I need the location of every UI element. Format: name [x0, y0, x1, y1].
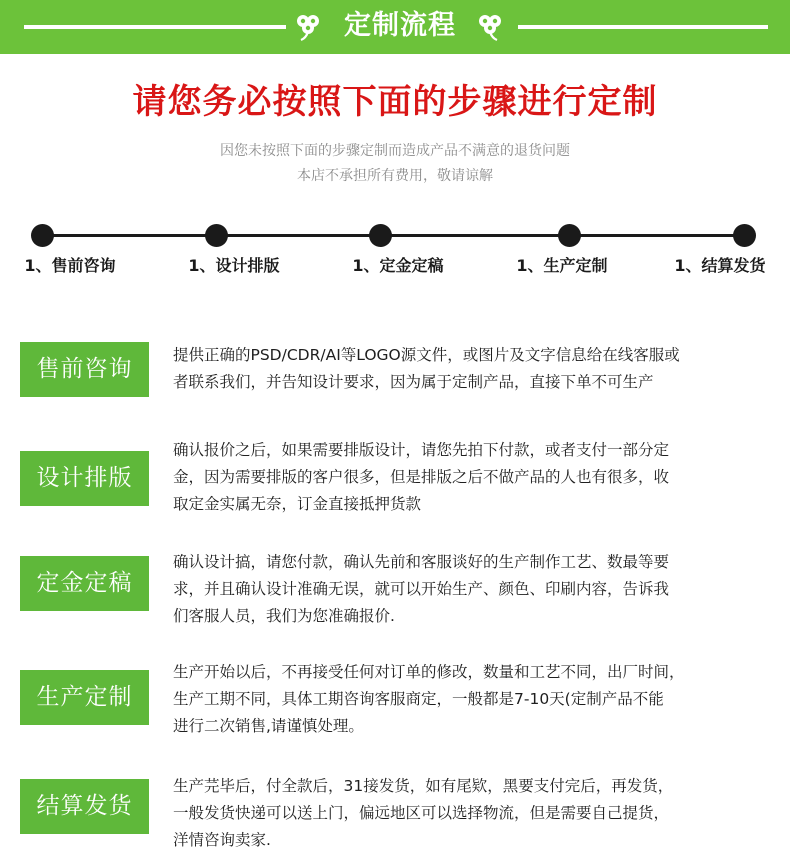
timeline-dot [31, 224, 54, 247]
section-description: 提供正确的PSD/CDR/AI等LOGO源文件，或图片及文字信息给在线客服或 者联系我们，并告知设计要求，因为属于定制产品，直接下单不可生产 [173, 346, 680, 391]
step-label-deposit: 1、定金定稿 [352, 256, 444, 275]
header-banner [0, 0, 790, 54]
banner-title: 定制流程 [344, 10, 456, 41]
section-tag: 设计排版 [20, 451, 149, 506]
step-label-production: 1、生产定制 [516, 256, 608, 275]
section-tag: 结算发货 [20, 779, 149, 834]
clover-icon [474, 10, 506, 42]
step-label-settlement: 1、结算发货 [674, 256, 766, 275]
page-headline: 请您务必按照下面的步骤进行定制 [132, 82, 658, 122]
section-description: 生产开始以后，不再接受任何对订单的修改，数量和工艺不同，出厂时间， 生产工期不同，具体工期咨询客服商定，一般都是7-10天(定制产品不能 进行二次销售,请谨慎处理。 [173, 663, 685, 735]
timeline-dot [369, 224, 392, 247]
timeline-dot [733, 224, 756, 247]
banner-divider-left [24, 25, 286, 29]
section-tag: 生产定制 [20, 670, 149, 725]
timeline-line [42, 234, 744, 237]
step-label-presale: 1、售前咨询 [24, 256, 116, 275]
section-description: 确认报价之后，如果需要排版设计，请您先拍下付款，或者支付一部分定 金，因为需要排版的客户很多，但是排版之后不做产品的人也有很多，收 取定金实属无奈，订金直接抵押货款 [173, 441, 670, 513]
timeline-dot [205, 224, 228, 247]
section-tag: 定金定稿 [20, 556, 149, 611]
step-label-design: 1、设计排版 [188, 256, 280, 275]
section-tag: 售前咨询 [20, 342, 149, 397]
section-description: 确认设计搞，请您付款，确认先前和客服谈好的生产制作工艺、数最等要 求，并且确认设计准确无误，就可以开始生产、颜色、印刷内容，告诉我 们客服人员，我们为您准确报价. [173, 553, 670, 625]
section-description: 生产芫毕后，付全款后，31接发货，如有尾欵，黑要支付完后，再发货， 一般发货快递可以送上门，偏远地区可以选择物流，但是需要自己提货， 洋情咨询卖家. [173, 777, 674, 849]
disclaimer-line-2: 本店不承担所有费用，敬请谅解 [297, 168, 493, 184]
disclaimer-line-1: 因您未按照下面的步骤定制而造成产品不满意的退货问题 [220, 143, 570, 159]
banner-divider-right [518, 25, 768, 29]
clover-icon [292, 10, 324, 42]
timeline-dot [558, 224, 581, 247]
